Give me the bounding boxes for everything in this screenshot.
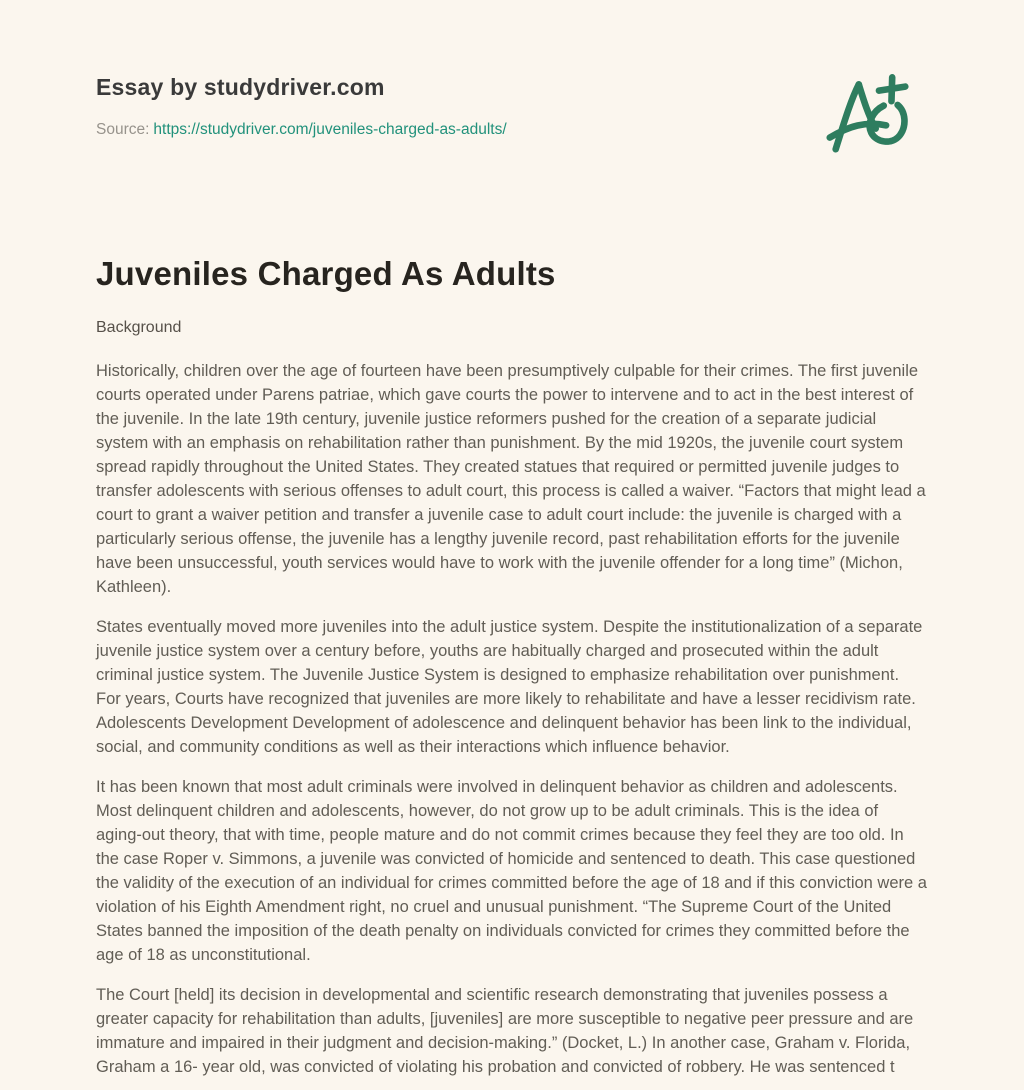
essay-paragraph-3: It has been known that most adult criminals were involved in delinquent behavior as children and adolescents. Most delinquent children and adolescents, however, do not grow up to be adult criminals. This is the idea of aging-out theory, that with time, people mature and do not commit crimes because they feel they are too old. In the case Roper v. Simmons, a juvenile was convicted of homicide and sentenced to death. This case questioned the validity of the execution of an individual for crimes committed before the age of 18 and if this conviction were a violation of his Eighth Amendment right, no cruel and unusual punishment. “The Supreme Court of the United States banned the imposition of the death penalty on individuals convicted for crimes they committed before the age of 18 as unconstitutional. xyxy=(96,778,927,964)
source-label: Source: xyxy=(96,121,150,138)
essay-paragraph-4: The Court [held] its decision in developmental and scientific research demonstrating that juveniles possess a greater capacity for rehabilitation than adults, [juveniles] are more susceptible to negative peer pressure and are immature and impaired in their judgment and decision-making.” (Docket, L.) In another case, Graham v. Florida, Graham a 16- year old, was convicted of violating his probation and convicted of robbery. He was sentenced t xyxy=(96,986,914,1076)
a-plus-logo-icon xyxy=(826,68,912,162)
source-link[interactable]: https://studydriver.com/juveniles-charged-as-adults/ xyxy=(153,121,507,138)
background-label: Background xyxy=(96,319,182,336)
document-body xyxy=(96,359,928,1079)
essay-by-heading: Essay by studydriver.com xyxy=(96,74,385,100)
source-row xyxy=(96,121,928,139)
document-title: Juveniles Charged As Adults xyxy=(96,255,556,292)
essay-paragraph-1: Historically, children over the age of fourteen have been presumptively culpable for their crimes. The first juvenile courts operated under Parens patriae, which gave courts the power to intervene and to act in the best interest of the juvenile. In the late 19th century, juvenile justice reformers pushed for the creation of a separate judicial system with an emphasis on rehabilitation rather than punishment. By the mid 1920s, the juvenile court system spread rapidly throughout the United States. They created statues that required or permitted juvenile judges to transfer adolescents with serious offenses to adult court, this process is called a waiver. “Factors that might lead a court to grant a waiver petition and transfer a juvenile case to adult court include: the juvenile is charged with a particularly serious offense, the juvenile has a lengthy juvenile record, past rehabilitation efforts for the juvenile have been unsuccessful, youth services would have to work with the juvenile offender for a long time” (Michon, Kathleen). xyxy=(96,362,926,596)
essay-paragraph-2: States eventually moved more juveniles into the adult justice system. Despite the institutionalization of a separate juvenile justice system over a century before, youths are habitually charged and prosecuted within the adult criminal justice system. The Juvenile Justice System is designed to emphasize rehabilitation over punishment. For years, Courts have recognized that juveniles are more likely to rehabilitate and have a lesser recidivism rate. Adolescents Development Development of adolescence and delinquent behavior has been link to the individual, social, and community conditions as well as their interactions which influence behavior. xyxy=(96,618,923,756)
